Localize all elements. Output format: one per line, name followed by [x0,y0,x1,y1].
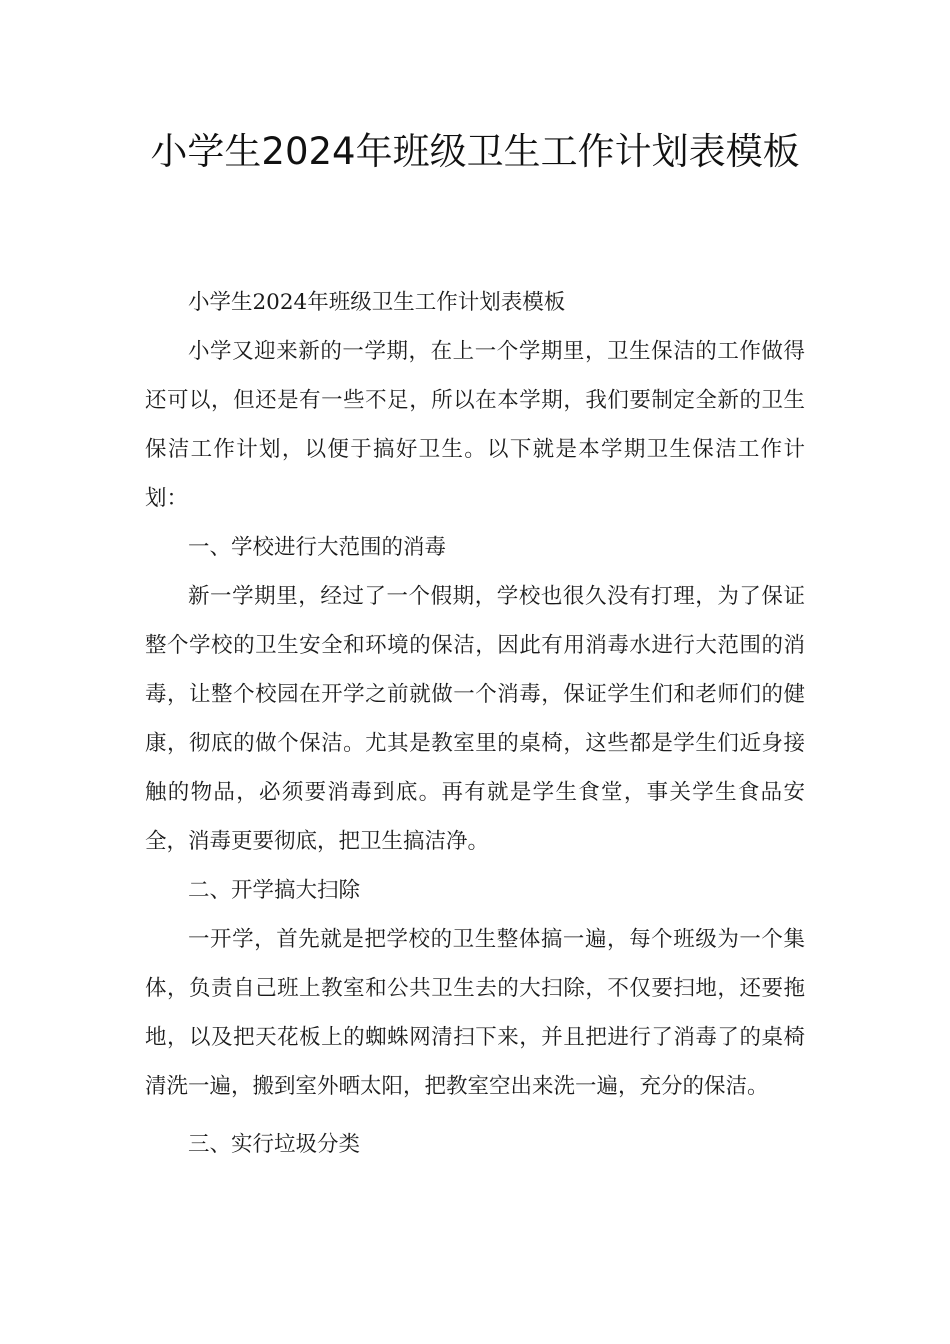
intro-paragraph: 小学又迎来新的一学期，在上一个学期里，卫生保洁的工作做得还可以，但还是有一些不足，所以在本学期，我们要制定全新的卫生保洁工作计划，以便于搞好卫生。以下就是本学期卫生保洁工作计划： [145,339,805,511]
document-body [145,278,805,1169]
section-heading: 二、开学搞大扫除 [188,878,361,903]
section-heading: 三、实行垃圾分类 [188,1132,361,1157]
section-paragraph: 新一学期里，经过了一个假期，学校也很久没有打理，为了保证整个学校的卫生安全和环境的保洁，因此有用消毒水进行大范围的消毒，让整个校园在开学之前就做一个消毒，保证学生们和老师们的健康，彻底的做个保洁。尤其是教室里的桌椅，这些都是学生们近身接触的物品，必须要消毒到底。再有就是学生食堂，事关学生食品安全，消毒更要彻底，把卫生搞洁净。 [145,584,805,854]
section-paragraph: 一开学，首先就是把学校的卫生整体搞一遍，每个班级为一个集体，负责自己班上教室和公共卫生去的大扫除，不仅要扫地，还要拖地，以及把天花板上的蜘蛛网清扫下来，并且把进行了消毒了的桌椅清洗一遍，搬到室外晒太阳，把教室空出来洗一遍，充分的保洁。 [145,927,805,1099]
section-heading: 一、学校进行大范围的消毒 [188,535,447,560]
document-subtitle: 小学生2024年班级卫生工作计划表模板 [188,290,566,315]
document-title: 小学生2024年班级卫生工作计划表模板 [150,130,800,173]
section-spacer [145,1111,805,1120]
